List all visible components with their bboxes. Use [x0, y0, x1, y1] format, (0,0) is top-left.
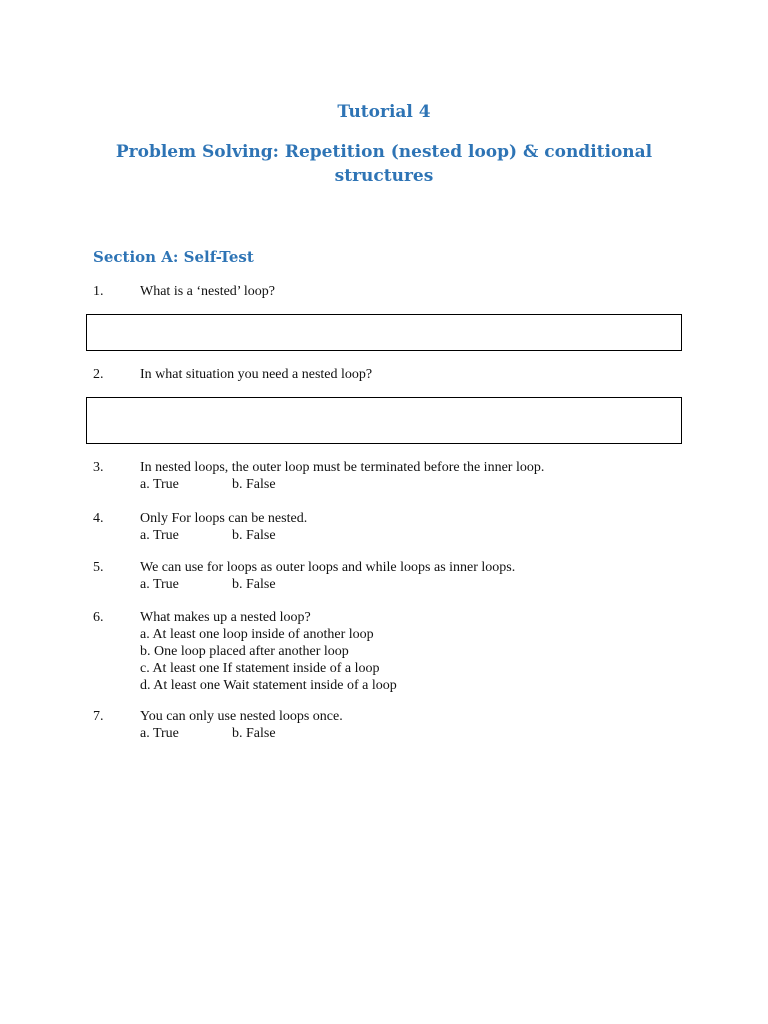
option-d: d. At least one Wait statement inside of a loop	[140, 678, 397, 693]
question-number: 5.	[93, 560, 104, 575]
option-a: a. True	[140, 577, 179, 592]
option-b: b. One loop placed after another loop	[140, 644, 349, 659]
question-number: 7.	[93, 709, 104, 724]
question-number: 4.	[93, 511, 104, 526]
option-a: a. At least one loop inside of another loop	[140, 627, 374, 642]
question-text: You can only use nested loops once.	[140, 709, 343, 724]
question-number: 3.	[93, 460, 104, 475]
option-a: a. True	[140, 477, 179, 492]
question-text: What is a ‘nested’ loop?	[140, 284, 276, 299]
answer-box-1[interactable]	[86, 314, 682, 351]
option-a: a. True	[140, 726, 179, 741]
option-b: b. False	[232, 528, 276, 543]
question-text: What makes up a nested loop?	[140, 610, 311, 625]
question-text: Only For loops can be nested.	[140, 511, 308, 526]
option-b: b. False	[232, 477, 276, 492]
section-heading: Section A: Self-Test	[93, 248, 254, 266]
question-text: In what situation you need a nested loop?	[140, 367, 373, 382]
question-number: 6.	[93, 610, 104, 625]
answer-box-2[interactable]	[86, 397, 682, 444]
document-title: Tutorial 4	[337, 102, 431, 122]
question-number: 1.	[93, 284, 104, 299]
question-number: 2.	[93, 367, 104, 382]
option-b: b. False	[232, 726, 276, 741]
document-subtitle: Problem Solving: Repetition (nested loop) & conditional structures	[115, 142, 653, 186]
question-text: We can use for loops as outer loops and while loops as inner loops.	[140, 560, 516, 575]
option-b: b. False	[232, 577, 276, 592]
option-c: c. At least one If statement inside of a loop	[140, 661, 380, 676]
option-a: a. True	[140, 528, 179, 543]
question-text: In nested loops, the outer loop must be terminated before the inner loop.	[140, 460, 545, 475]
